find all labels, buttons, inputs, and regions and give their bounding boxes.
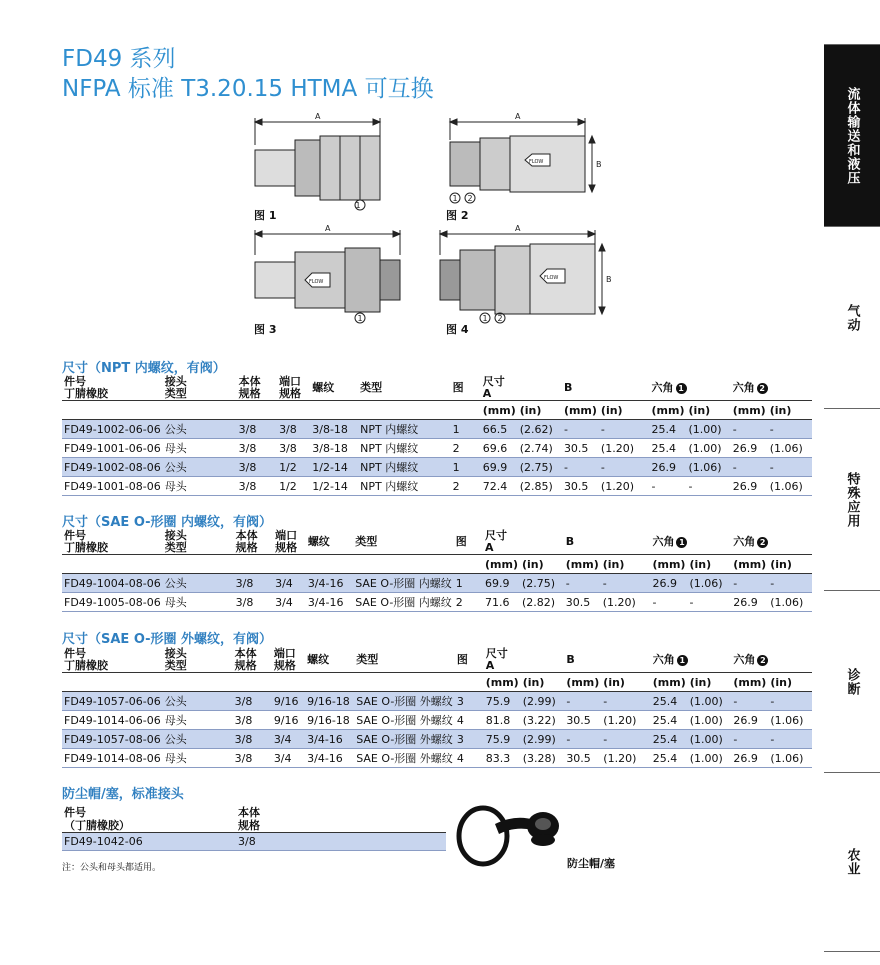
table-cell: -: [651, 479, 656, 493]
col-hex1: 六角 1: [651, 648, 732, 673]
col-thread: 螺纹: [312, 381, 335, 394]
table-row: [62, 420, 812, 439]
table-cell: 25.4: [652, 732, 678, 746]
unit-mm: (mm): [566, 675, 600, 689]
table-cell: (1.00): [689, 713, 723, 727]
table-cell: 66.5: [482, 422, 508, 436]
table-cell: -: [563, 460, 568, 474]
table-cell: (1.00): [689, 751, 723, 765]
col-hex1: 六角 1: [650, 376, 731, 401]
table-cell: (1.20): [602, 595, 636, 609]
table-cell: 1: [452, 460, 460, 474]
table-cell: (1.20): [600, 441, 634, 455]
table-cell: FD49-1002-08-06: [64, 460, 161, 474]
unit-in: (in): [689, 675, 712, 689]
unit-mm: (mm): [733, 557, 767, 571]
table-cell: -: [600, 422, 605, 436]
side-tab-label: 流体输送和液压: [844, 87, 860, 185]
table-cell: -: [770, 576, 775, 590]
table-cell: 3/8: [235, 595, 254, 609]
col-hex2: 六角 2: [731, 530, 812, 555]
fig2-callout-1: 1: [452, 194, 458, 203]
fig3-flow: FLOW: [309, 279, 324, 285]
table-cell: -: [733, 694, 738, 708]
table-cell: FD49-1014-08-06: [64, 751, 161, 765]
unit-mm: (mm): [485, 557, 518, 571]
col-b: B: [565, 535, 575, 548]
table-cell: -: [689, 595, 694, 609]
table-cell: -: [770, 732, 775, 746]
table-cell: FD49-1005-08-06: [64, 595, 161, 609]
table-cell: 母头: [164, 714, 187, 727]
table-cell: 2: [455, 595, 463, 609]
table-cell: 26.9: [652, 576, 677, 590]
dust-cap-size: 3/8: [238, 835, 256, 848]
fig2-flow: FLOW: [529, 159, 544, 165]
table-cell: 30.5: [563, 479, 589, 493]
table-cell: 母头: [164, 442, 187, 455]
table-cell: -: [770, 694, 775, 708]
dust-cap-note: 注：公头和母头都适用。: [62, 863, 162, 873]
col-type: 类型: [356, 653, 379, 666]
table-cell: 30.5: [566, 751, 591, 765]
table-cell: 3/4: [273, 732, 292, 746]
table-cell: 72.4: [482, 479, 508, 493]
coupling-figures: [240, 110, 640, 340]
fig4-callout-2: 2: [497, 314, 503, 323]
table-cell: SAE O-形圈 外螺纹: [356, 714, 453, 727]
table-cell: -: [603, 732, 608, 746]
col-fig: 图: [452, 381, 464, 394]
table-cell: (2.62): [519, 422, 553, 436]
table-cell: 25.4: [651, 422, 677, 436]
unit-mm: (mm): [651, 403, 685, 417]
unit-mm: (mm): [485, 675, 519, 689]
unit-in: (in): [689, 557, 712, 571]
spec-table-sae-external: [62, 648, 812, 768]
table-cell: NPT 内螺纹: [360, 461, 419, 474]
table-cell: (1.06): [689, 576, 723, 590]
table-cell: 9/16: [273, 713, 299, 727]
table-cell: 26.9: [733, 713, 758, 727]
table-cell: 公头: [164, 461, 187, 474]
table-cell: 30.5: [566, 713, 591, 727]
spec-table-sae-internal: [62, 530, 812, 612]
table-cell: 3/8: [238, 460, 257, 474]
table-row: [62, 458, 812, 477]
table-cell: 69.6: [482, 441, 508, 455]
table-cell: 1/2: [279, 460, 297, 474]
page-subtitle: NFPA 标准 T3.20.15 HTMA 可互换: [62, 76, 434, 102]
table-cell: -: [769, 422, 774, 436]
side-tab-label: 农业: [844, 848, 860, 876]
table-cell: 75.9: [485, 694, 511, 708]
col-port: 端口 规格: [279, 375, 302, 400]
table-cell: 公头: [164, 695, 187, 708]
unit-in: (in): [769, 403, 792, 417]
table-cell: (1.20): [603, 713, 637, 727]
table-cell: 9/16: [273, 694, 299, 708]
table-cell: 26.9: [733, 751, 758, 765]
figure-label-1: 图 1: [254, 209, 277, 222]
table-cell: SAE O-形圈 外螺纹: [356, 733, 453, 746]
table-cell: 3/4-16: [307, 576, 344, 590]
table-cell: (1.06): [688, 460, 722, 474]
table-cell: 3/8: [238, 479, 257, 493]
dust-cap-col-part-sub: （丁腈橡胶）: [64, 819, 130, 832]
dust-cap-image-label: 防尘帽/塞: [567, 857, 616, 870]
table-cell: (1.06): [770, 713, 804, 727]
unit-in: (in): [770, 557, 792, 571]
table-cell: 3/4: [275, 576, 293, 590]
table-cell: 母头: [164, 480, 187, 493]
unit-in: (in): [522, 557, 544, 571]
dust-cap-col-size: 本体: [238, 806, 260, 819]
unit-mm: (mm): [563, 403, 597, 417]
table-cell: 9/16-18: [307, 694, 350, 708]
table-row: [62, 692, 812, 711]
table-cell: -: [603, 694, 608, 708]
table-cell: -: [733, 732, 738, 746]
table-cell: (1.00): [689, 732, 723, 746]
hex-marker-icon: 2: [757, 655, 768, 666]
table-cell: -: [732, 422, 737, 436]
table-cell: (2.74): [519, 441, 553, 455]
table-cell: -: [600, 460, 605, 474]
table-cell: 3/8: [279, 441, 297, 455]
table-cell: NPT 内螺纹: [360, 423, 419, 436]
table-cell: 81.8: [485, 713, 511, 727]
table-cell: 26.9: [651, 460, 677, 474]
table-cell: 30.5: [565, 595, 591, 609]
table-cell: 3/8: [235, 576, 254, 590]
table-cell: (2.75): [522, 576, 556, 590]
col-port: 端口 规格: [275, 529, 298, 554]
table-cell: -: [566, 732, 571, 746]
table-cell: 3/8-18: [312, 441, 348, 455]
dust-cap-part: FD49-1042-06: [64, 835, 143, 848]
section-title-sae-internal: 尺寸（SAE O-形圈 内螺纹，有阀）: [62, 515, 273, 530]
table-cell: -: [732, 460, 737, 474]
table-cell: -: [563, 422, 568, 436]
col-b: B: [563, 381, 573, 394]
table-cell: 1/2-14: [312, 460, 348, 474]
unit-mm: (mm): [482, 403, 516, 417]
table-cell: 3/8-18: [312, 422, 348, 436]
table-cell: 公头: [164, 733, 187, 746]
table-cell: (1.06): [769, 441, 803, 455]
col-body: 本体 规格: [235, 529, 258, 554]
side-tab-pneumatic[interactable]: [824, 226, 880, 409]
table-cell: 3/8: [234, 694, 253, 708]
table-cell: 3/8: [234, 751, 253, 765]
table-cell: (2.75): [519, 460, 553, 474]
unit-in: (in): [519, 403, 542, 417]
table-cell: 3/4-16: [307, 732, 343, 746]
fig4-callout-1: 1: [482, 314, 488, 323]
section-title-sae-external: 尺寸（SAE O-形圈 外螺纹，有阀）: [62, 632, 273, 647]
table-cell: 30.5: [563, 441, 589, 455]
table-cell: 1: [455, 576, 463, 590]
col-fig: 图: [456, 653, 468, 666]
table-cell: -: [566, 694, 571, 708]
table-cell: 公头: [164, 423, 187, 436]
fig2-callout-2: 2: [467, 194, 473, 203]
dust-cap-table: [62, 806, 446, 851]
side-tab-label: 特殊应用: [844, 472, 860, 528]
col-coupling: 接头 类型: [164, 529, 187, 554]
table-cell: 83.3: [485, 751, 511, 765]
unit-mm: (mm): [652, 675, 686, 689]
dust-cap-title: 防尘帽/塞，标准接头: [62, 787, 184, 802]
table-row: [62, 477, 812, 496]
spec-table-npt: [62, 376, 812, 496]
col-coupling: 接头 类型: [164, 647, 187, 672]
table-cell: (1.00): [688, 441, 722, 455]
table-cell: (3.28): [522, 751, 556, 765]
unit-in: (in): [602, 557, 625, 571]
table-cell: 4: [456, 713, 464, 727]
table-cell: 2: [452, 441, 460, 455]
table-cell: 3/4-16: [307, 751, 343, 765]
table-cell: (1.20): [603, 751, 637, 765]
table-cell: 3/8: [238, 422, 257, 436]
fig1-callout: 1: [355, 201, 361, 210]
table-cell: -: [769, 460, 774, 474]
table-cell: SAE O-形圈 内螺纹: [355, 577, 452, 590]
side-tab-diagnostics[interactable]: [824, 590, 880, 773]
table-cell: 69.9: [485, 576, 510, 590]
col-port: 端口 规格: [273, 647, 296, 672]
col-b: B: [566, 653, 575, 666]
table-cell: (3.22): [522, 713, 556, 727]
fig3-dim-a: A: [325, 224, 331, 233]
unit-in: (in): [770, 675, 792, 689]
table-cell: 3/4: [273, 751, 292, 765]
table-cell: 71.6: [485, 595, 510, 609]
figure-label-2: 图 2: [446, 209, 469, 222]
table-cell: 3/8: [279, 422, 297, 436]
table-cell: -: [565, 576, 570, 590]
fig4-dim-a: A: [515, 224, 521, 233]
unit-mm: (mm): [733, 675, 767, 689]
table-row: [62, 439, 812, 458]
unit-in: (in): [603, 675, 625, 689]
table-cell: FD49-1001-08-06: [64, 479, 161, 493]
col-coupling: 接头 类型: [164, 375, 187, 400]
table-cell: 75.9: [485, 732, 511, 746]
table-cell: 3: [456, 694, 464, 708]
table-cell: 26.9: [733, 595, 758, 609]
table-cell: (1.20): [600, 479, 634, 493]
col-hex1: 六角 1: [650, 530, 731, 555]
table-cell: 1: [452, 422, 460, 436]
table-cell: FD49-1004-08-06: [64, 576, 161, 590]
table-cell: 3/4-16: [307, 595, 344, 609]
col-hex2: 六角 2: [731, 648, 812, 673]
table-cell: -: [652, 595, 657, 609]
fig2-dim-a: A: [515, 112, 521, 121]
unit-mm: (mm): [565, 557, 599, 571]
unit-in: (in): [522, 675, 545, 689]
table-cell: (2.99): [522, 694, 556, 708]
table-cell: (1.00): [688, 422, 722, 436]
table-cell: 母头: [164, 752, 187, 765]
unit-in: (in): [600, 403, 623, 417]
table-cell: SAE O-形圈 外螺纹: [356, 752, 453, 765]
table-cell: 69.9: [482, 460, 508, 474]
side-tab-label: 气动: [844, 304, 860, 332]
table-cell: FD49-1014-06-06: [64, 713, 161, 727]
table-cell: -: [733, 576, 738, 590]
table-cell: 9/16-18: [307, 713, 350, 727]
table-row: [62, 749, 812, 768]
table-row: [62, 711, 812, 730]
col-body: 本体 规格: [238, 375, 261, 400]
table-row: [62, 593, 812, 612]
table-cell: 25.4: [651, 441, 677, 455]
table-cell: 25.4: [652, 713, 678, 727]
col-fig: 图: [455, 535, 467, 548]
table-cell: (2.82): [522, 595, 556, 609]
table-cell: 3/8: [234, 732, 253, 746]
col-type: 类型: [360, 381, 383, 394]
side-tab-special[interactable]: [824, 408, 880, 591]
side-tab-label: 诊断: [844, 668, 860, 696]
table-cell: (1.06): [770, 751, 804, 765]
table-row: [62, 574, 812, 593]
table-cell: (1.06): [769, 479, 803, 493]
dust-cap-col-size-sub: 规格: [238, 819, 260, 832]
col-part-no: 件号 丁腈橡胶: [64, 375, 108, 400]
table-cell: 25.4: [652, 751, 678, 765]
table-cell: 1/2: [279, 479, 297, 493]
side-tab-agriculture[interactable]: [824, 772, 880, 952]
table-cell: SAE O-形圈 外螺纹: [356, 695, 453, 708]
table-cell: 3/8: [238, 441, 257, 455]
hex-marker-icon: 2: [757, 537, 768, 548]
table-cell: 4: [456, 751, 464, 765]
table-cell: 3/8: [234, 713, 253, 727]
table-cell: FD49-1057-06-06: [64, 694, 161, 708]
col-dims-a: 尺寸 A: [482, 375, 505, 400]
col-part-no: 件号 丁腈橡胶: [64, 647, 108, 672]
hex-marker-icon: 1: [676, 537, 687, 548]
table-cell: NPT 内螺纹: [360, 480, 419, 493]
table-cell: FD49-1002-06-06: [64, 422, 161, 436]
table-cell: FD49-1001-06-06: [64, 441, 161, 455]
unit-mm: (mm): [732, 403, 766, 417]
table-cell: FD49-1057-08-06: [64, 732, 161, 746]
fig1-dim-a: A: [315, 112, 321, 121]
table-cell: 25.4: [652, 694, 678, 708]
col-type: 类型: [355, 535, 378, 548]
col-dims-a: 尺寸 A: [485, 529, 508, 554]
table-cell: 3/4: [275, 595, 293, 609]
table-cell: -: [688, 479, 693, 493]
table-cell: (2.85): [519, 479, 553, 493]
dust-cap-col-part: 件号: [64, 806, 86, 819]
col-part-no: 件号 丁腈橡胶: [64, 529, 108, 554]
table-cell: 26.9: [732, 479, 758, 493]
fig3-callout: 1: [357, 314, 363, 323]
fig4-flow: FLOW: [544, 275, 559, 281]
table-cell: SAE O-形圈 内螺纹: [355, 596, 452, 609]
page-title: FD49 系列: [62, 46, 176, 72]
table-cell: 公头: [164, 577, 187, 590]
hex-marker-icon: 1: [676, 383, 687, 394]
table-cell: (1.06): [770, 595, 804, 609]
side-tab-fluid[interactable]: [824, 44, 880, 227]
col-thread: 螺纹: [307, 535, 330, 548]
figure-label-3: 图 3: [254, 323, 277, 336]
table-cell: -: [602, 576, 607, 590]
table-cell: (1.00): [689, 694, 723, 708]
col-hex2: 六角 2: [731, 376, 812, 401]
col-dims-a: 尺寸 A: [485, 647, 508, 672]
section-title-npt: 尺寸（NPT 内螺纹，有阀）: [62, 361, 226, 376]
col-body: 本体 规格: [234, 647, 257, 672]
unit-mm: (mm): [652, 557, 686, 571]
table-cell: 26.9: [732, 441, 758, 455]
table-cell: (2.99): [522, 732, 556, 746]
fig2-dim-b: B: [596, 160, 602, 169]
dust-cap-image: [455, 796, 565, 876]
figure-label-4: 图 4: [446, 323, 469, 336]
unit-in: (in): [688, 403, 711, 417]
table-cell: 母头: [164, 596, 187, 609]
col-thread: 螺纹: [307, 653, 330, 666]
fig4-dim-b: B: [606, 275, 612, 284]
table-cell: 2: [452, 479, 460, 493]
hex-marker-icon: 2: [757, 383, 768, 394]
hex-marker-icon: 1: [677, 655, 688, 666]
table-cell: 3: [456, 732, 464, 746]
table-cell: 1/2-14: [312, 479, 348, 493]
table-cell: NPT 内螺纹: [360, 442, 419, 455]
table-row: [62, 730, 812, 749]
